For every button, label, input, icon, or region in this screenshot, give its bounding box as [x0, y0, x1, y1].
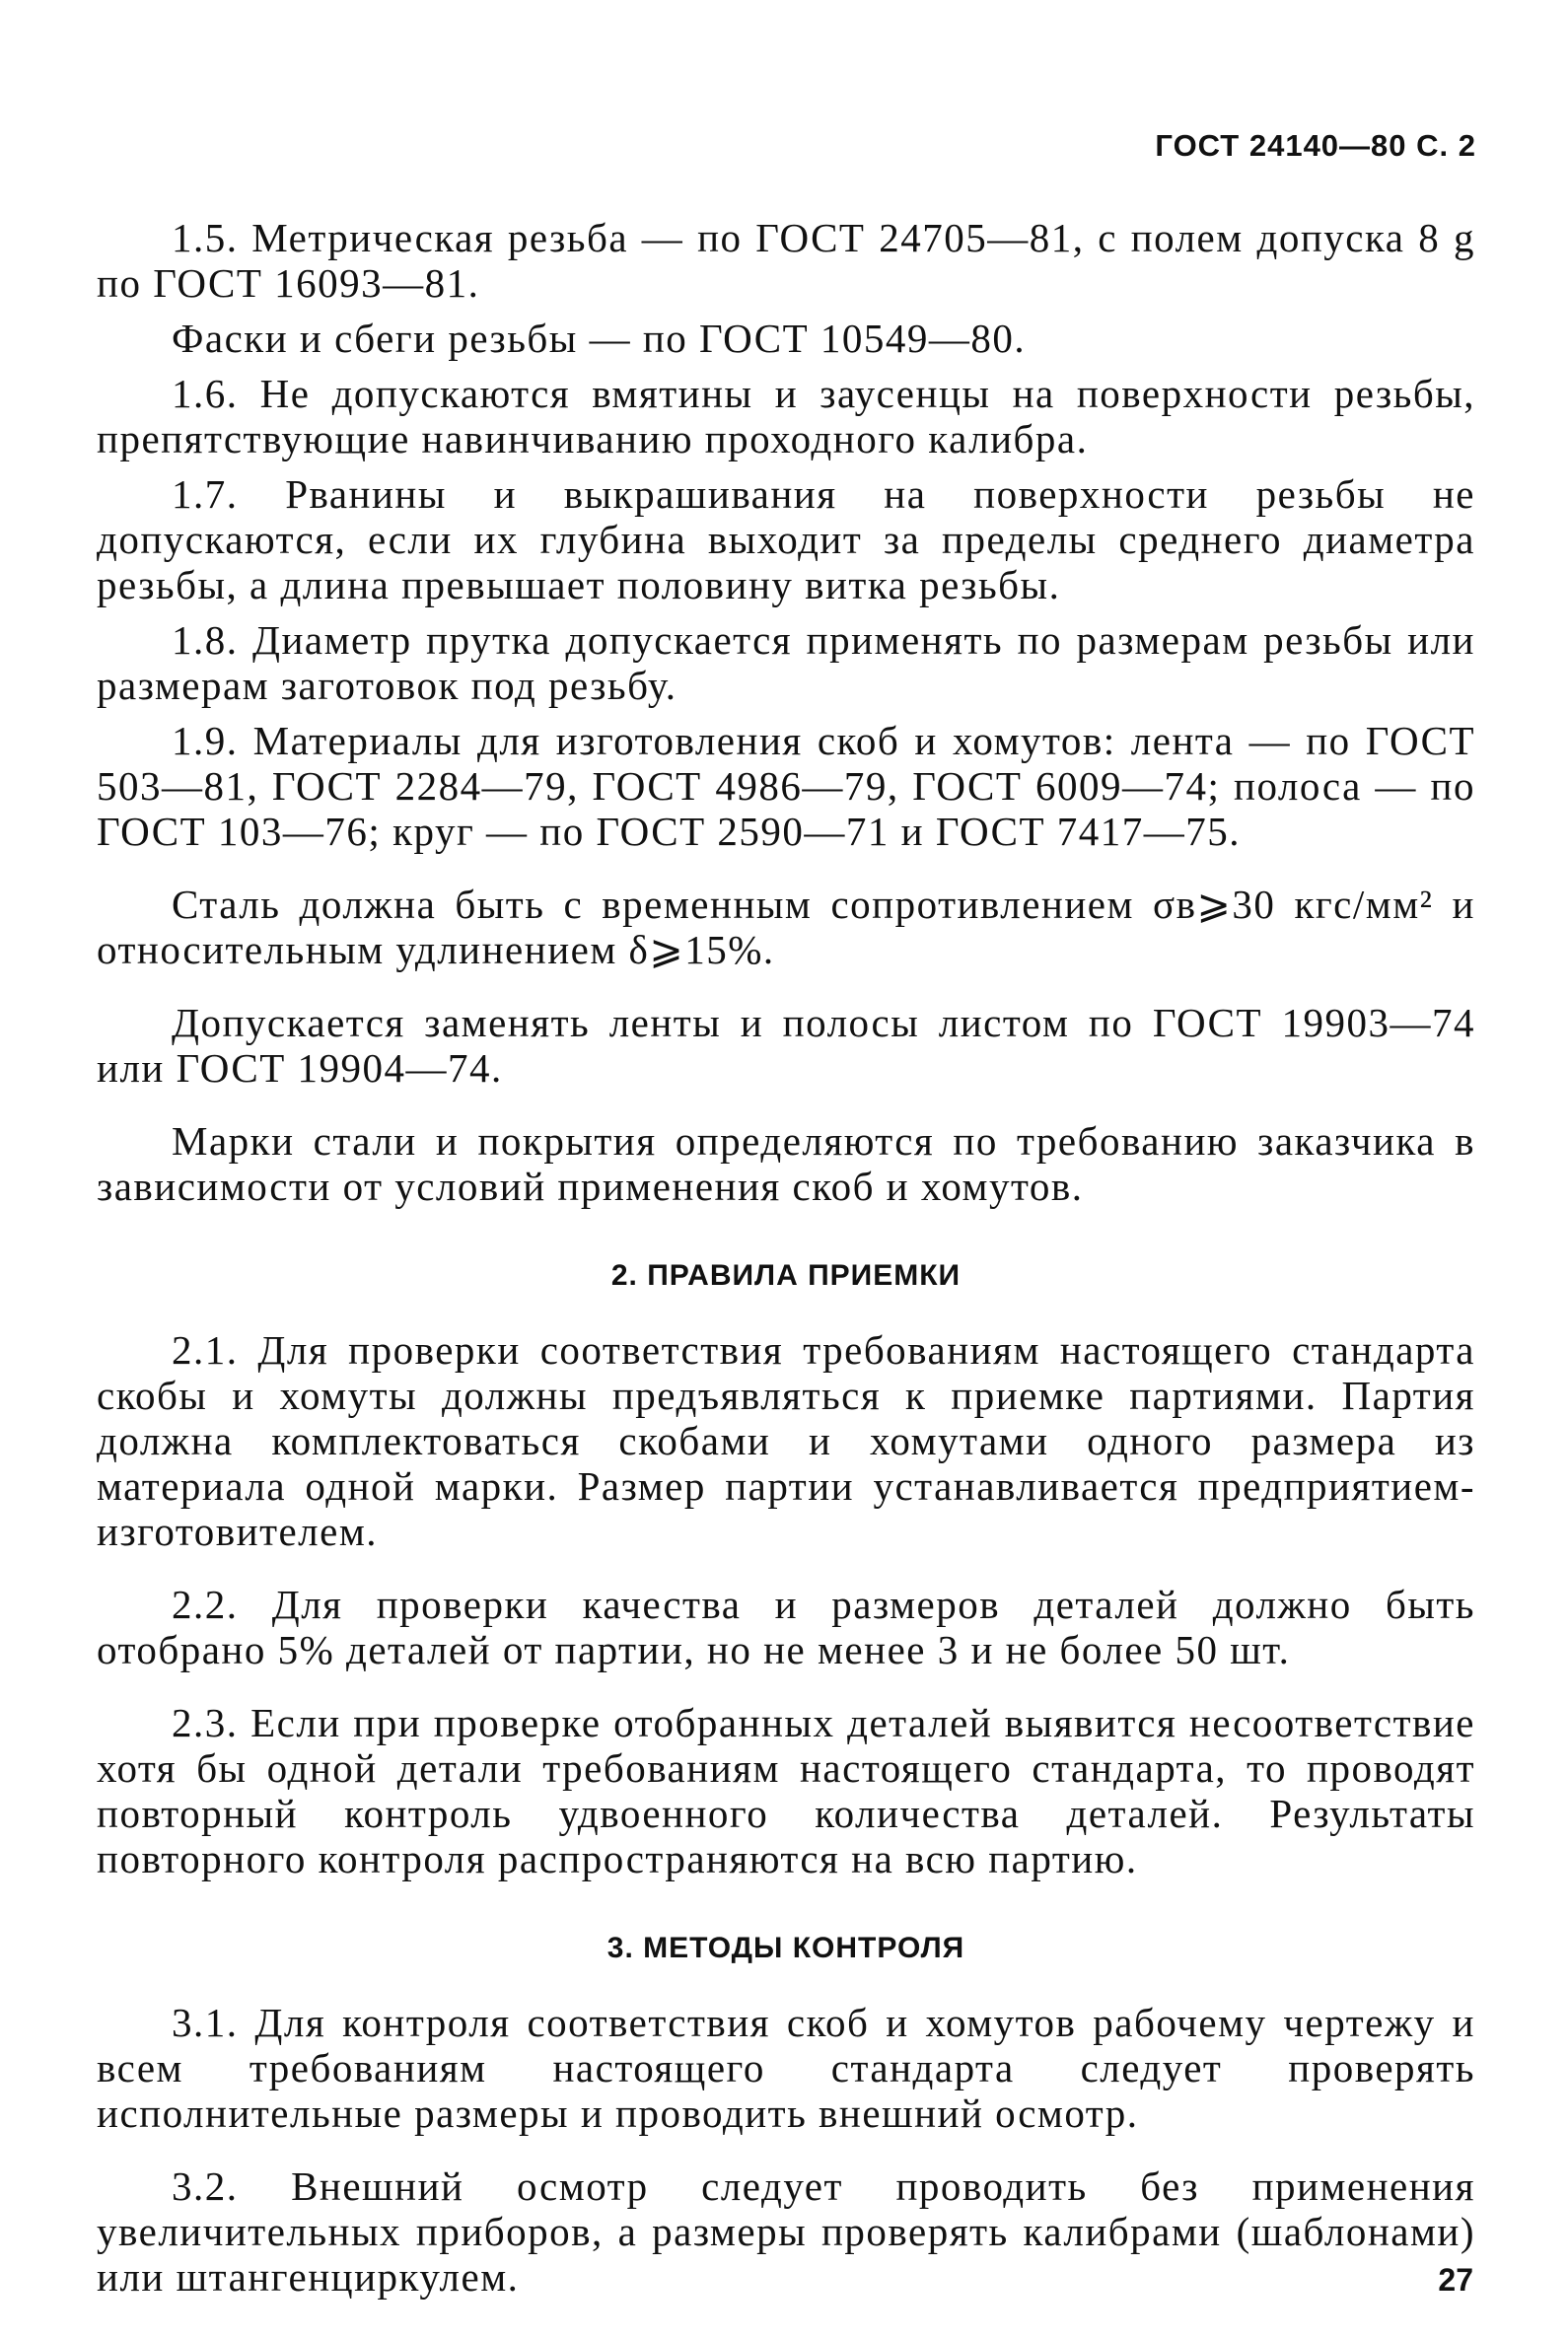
- paragraph-steel-grades: Марки стали и покрытия определяются по требованию заказчика в зависимости от условий применения скоб и хомутов.: [97, 1118, 1475, 1209]
- paragraph-1-5: 1.5. Метрическая резьба — по ГОСТ 24705—81, с полем допуска 8 g по ГОСТ 16093—81.: [97, 215, 1475, 306]
- page-number: 27: [1438, 2262, 1473, 2298]
- paragraph-1-7: 1.7. Рванины и выкрашивания на поверхности резьбы не допускаются, если их глубина выходит за пределы среднего диаметра резьбы, а длина превышает половину витка резьбы.: [97, 471, 1475, 607]
- paragraph-2-3: 2.3. Если при проверке отобранных деталей выявится несоответствие хотя бы одной детали требованиям настоящего стандарта, то проводят повторный контроль удвоенного количества деталей. Результаты повторного контроля распространяются на всю партию.: [97, 1700, 1475, 1881]
- paragraph-1-6: 1.6. Не допускаются вмятины и заусенцы на поверхности резьбы, препятствующие навинчиванию проходного калибра.: [97, 371, 1475, 461]
- paragraph-steel-strength: Сталь должна быть с временным сопротивлением σв⩾30 кгс/мм² и относительным удлинением δ⩾15%.: [97, 882, 1475, 972]
- paragraph-substitution: Допускается заменять ленты и полосы листом по ГОСТ 19903—74 или ГОСТ 19904—74.: [97, 1000, 1475, 1091]
- paragraph-1-8: 1.8. Диаметр прутка допускается применять по размерам резьбы или размерам заготовок под резьбу.: [97, 617, 1475, 708]
- section-title-control-methods: 3. МЕТОДЫ КОНТРОЛЯ: [606, 1932, 965, 1964]
- paragraph-2-1: 2.1. Для проверки соответствия требованиям настоящего стандарта скобы и хомуты должны предъявляться к приемке партиями. Партия должна комплектоваться скобами и хомутами одного размера из материала одной марки. Размер партии устанавливается предприятием-изготовителем.: [97, 1327, 1475, 1554]
- document-header: ГОСТ 24140—80 С. 2: [1155, 128, 1476, 163]
- document-body: [97, 215, 1475, 2327]
- paragraph-2-2: 2.2. Для проверки качества и размеров деталей должно быть отобрано 5% деталей от партии, но не менее 3 и не более 50 шт.: [97, 1582, 1475, 1672]
- section-title-acceptance: 2. ПРАВИЛА ПРИЕМКИ: [610, 1259, 962, 1292]
- paragraph-3-1: 3.1. Для контроля соответствия скоб и хомутов рабочему чертежу и всем требованиям настоящего стандарта следует проверять исполнительные размеры и проводить внешний осмотр.: [97, 2000, 1475, 2136]
- paragraph-1-9: 1.9. Материалы для изготовления скоб и хомутов: лента — по ГОСТ 503—81, ГОСТ 2284—79, ГОСТ 4986—79, ГОСТ 6009—74; полоса — по ГОСТ 103—76; круг — по ГОСТ 2590—71 и ГОСТ 7417—75.: [97, 718, 1475, 854]
- paragraph-3-2: 3.2. Внешний осмотр следует проводить без применения увеличительных приборов, а размеры проверять калибрами (шаблонами) или штангенциркулем.: [97, 2163, 1475, 2300]
- paragraph-chamfers: Фаски и сбеги резьбы — по ГОСТ 10549—80.: [172, 316, 1027, 361]
